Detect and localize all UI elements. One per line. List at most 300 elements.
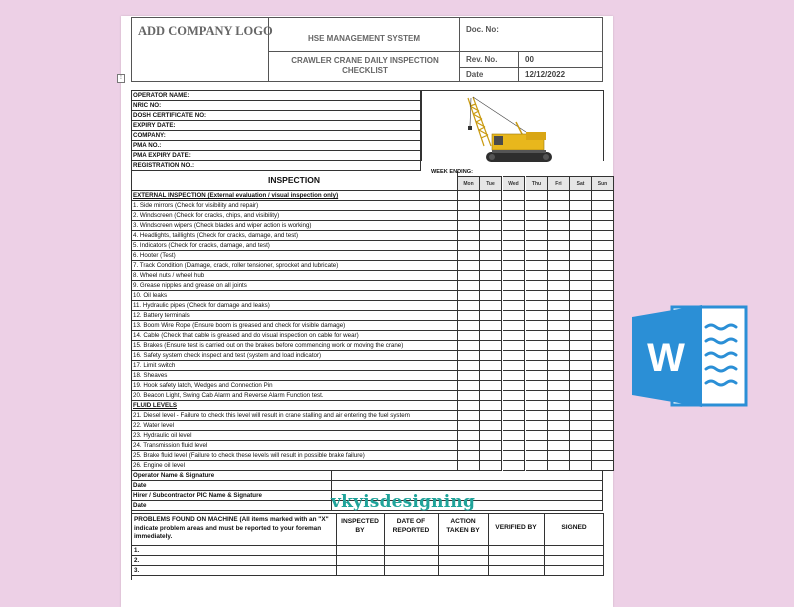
- check-cell[interactable]: [592, 281, 614, 291]
- check-cell[interactable]: [548, 251, 570, 261]
- check-cell[interactable]: [503, 261, 525, 271]
- checklist-item-row: [131, 341, 603, 351]
- watermark: vkyisdesigning: [331, 492, 476, 512]
- check-cell[interactable]: [503, 371, 525, 381]
- check-cell[interactable]: [458, 371, 480, 381]
- operator-field-label: NRIC NO:: [131, 101, 421, 111]
- problems-column-header: SIGNED: [561, 524, 587, 531]
- check-cell[interactable]: [458, 461, 480, 471]
- operator-field-label: COMPANY:: [131, 131, 421, 141]
- check-cell[interactable]: [570, 321, 592, 331]
- check-cell[interactable]: [592, 291, 614, 301]
- checklist-item-text: 11. Hydraulic pipes (Check for damage and leaks): [131, 301, 458, 311]
- check-cell[interactable]: [592, 401, 614, 411]
- check-cell[interactable]: [526, 441, 548, 451]
- check-cell[interactable]: [592, 271, 614, 281]
- check-cell[interactable]: [548, 241, 570, 251]
- operator-field-label: REGISTRATION NO.:: [131, 161, 421, 171]
- check-cell[interactable]: [548, 201, 570, 211]
- day-column-header: Tue: [480, 176, 502, 191]
- check-cell[interactable]: [480, 221, 502, 231]
- checklist-item-row: [131, 361, 603, 371]
- check-cell[interactable]: [480, 331, 502, 341]
- check-cell[interactable]: [592, 301, 614, 311]
- check-cell[interactable]: [592, 461, 614, 471]
- check-cell[interactable]: [458, 391, 480, 401]
- check-cell[interactable]: [526, 391, 548, 401]
- rev-no-value: 00: [525, 55, 534, 64]
- check-cell[interactable]: [548, 431, 570, 441]
- check-cell[interactable]: [526, 331, 548, 341]
- date-label: Date: [466, 70, 484, 79]
- checklist-item-text: 6. Hooter (Test): [131, 251, 458, 261]
- checklist-item-row: [131, 391, 603, 401]
- check-cell[interactable]: [503, 311, 525, 321]
- check-cell[interactable]: [592, 331, 614, 341]
- check-cell[interactable]: [548, 341, 570, 351]
- company-logo-placeholder: ADD COMPANY LOGO: [138, 24, 273, 38]
- problem-row: [131, 566, 603, 576]
- problem-row-number: 3.: [131, 566, 604, 576]
- problems-column-header: INSPECTED BY: [341, 518, 379, 534]
- check-cell[interactable]: [503, 351, 525, 361]
- checklist-item-row: [131, 431, 603, 441]
- check-cell[interactable]: [548, 261, 570, 271]
- checklist-item-row: [131, 311, 603, 321]
- checklist-item-row: [131, 241, 603, 251]
- check-cell[interactable]: [570, 381, 592, 391]
- check-cell[interactable]: [503, 201, 525, 211]
- checklist-item-row: [131, 271, 603, 281]
- check-cell[interactable]: [592, 241, 614, 251]
- check-cell[interactable]: [592, 411, 614, 421]
- operator-field-label: OPERATOR NAME:: [131, 91, 421, 101]
- check-cell[interactable]: [570, 251, 592, 261]
- section-heading: FLUID LEVELS: [131, 401, 458, 411]
- check-cell[interactable]: [503, 221, 525, 231]
- check-cell[interactable]: [458, 201, 480, 211]
- check-cell[interactable]: [548, 451, 570, 461]
- check-cell[interactable]: [503, 431, 525, 441]
- check-cell[interactable]: [548, 421, 570, 431]
- operator-field-label: DOSH CERTIFICATE NO:: [131, 111, 421, 121]
- checklist-item-row: [131, 221, 603, 231]
- checklist-item-text: 24. Transmission fluid level: [131, 441, 458, 451]
- check-cell[interactable]: [480, 401, 502, 411]
- check-cell[interactable]: [548, 281, 570, 291]
- day-column-header: Fri: [548, 176, 570, 191]
- check-cell[interactable]: [570, 271, 592, 281]
- check-cell[interactable]: [592, 441, 614, 451]
- check-cell[interactable]: [458, 311, 480, 321]
- check-cell[interactable]: [592, 191, 614, 201]
- checklist-item-text: 13. Boom Wire Rope (Ensure boom is greased and check for visible damage): [131, 321, 458, 331]
- check-cell[interactable]: [592, 221, 614, 231]
- operator-field-label: PMA NO.:: [131, 141, 421, 151]
- checklist-item-row: [131, 351, 603, 361]
- check-cell[interactable]: [548, 441, 570, 451]
- check-cell[interactable]: [526, 351, 548, 361]
- word-icon: [630, 303, 750, 409]
- checklist-document: [121, 16, 613, 607]
- check-cell[interactable]: [526, 301, 548, 311]
- check-cell[interactable]: [480, 361, 502, 371]
- check-cell[interactable]: [592, 251, 614, 261]
- check-cell[interactable]: [503, 241, 525, 251]
- check-cell[interactable]: [548, 351, 570, 361]
- signoff-row: [131, 481, 603, 491]
- check-cell[interactable]: [548, 371, 570, 381]
- check-cell[interactable]: [548, 381, 570, 391]
- day-column-header: Wed: [503, 176, 525, 191]
- check-cell[interactable]: [480, 321, 502, 331]
- check-cell[interactable]: [592, 321, 614, 331]
- check-cell[interactable]: [526, 241, 548, 251]
- checklist-item-row: [131, 441, 603, 451]
- check-cell[interactable]: [592, 451, 614, 461]
- check-cell[interactable]: [592, 421, 614, 431]
- check-cell[interactable]: [503, 441, 525, 451]
- check-cell[interactable]: [570, 401, 592, 411]
- checklist-item-text: 1. Side mirrors (Check for visibility and repair): [131, 201, 458, 211]
- check-cell[interactable]: [503, 301, 525, 311]
- checklist-item-row: [131, 381, 603, 391]
- operator-field-label: EXPIRY DATE:: [131, 121, 421, 131]
- checklist-item-text: 14. Cable (Check that cable is greased and do visual inspection on cable for wear): [131, 331, 458, 341]
- check-cell[interactable]: [458, 381, 480, 391]
- signoff-label: Hirer / Subcontractor PIC Name & Signature: [131, 491, 603, 501]
- table-move-handle[interactable]: ⁝: [117, 74, 125, 83]
- check-cell[interactable]: [503, 461, 525, 471]
- check-cell[interactable]: [526, 221, 548, 231]
- check-cell[interactable]: [526, 211, 548, 221]
- check-cell[interactable]: [503, 251, 525, 261]
- check-cell[interactable]: [480, 351, 502, 361]
- check-cell[interactable]: [592, 261, 614, 271]
- check-cell[interactable]: [526, 201, 548, 211]
- check-cell[interactable]: [458, 291, 480, 301]
- check-cell[interactable]: [570, 351, 592, 361]
- check-cell[interactable]: [548, 221, 570, 231]
- check-cell[interactable]: [480, 201, 502, 211]
- check-cell[interactable]: [458, 281, 480, 291]
- checklist-item-row: [131, 421, 603, 431]
- check-cell[interactable]: [570, 241, 592, 251]
- checklist-item-row: [131, 321, 603, 331]
- check-cell[interactable]: [480, 251, 502, 261]
- problem-row: [131, 556, 603, 566]
- check-cell[interactable]: [570, 391, 592, 401]
- check-cell[interactable]: [570, 421, 592, 431]
- check-cell[interactable]: [548, 211, 570, 221]
- checklist-item-text: 10. Oil leaks: [131, 291, 458, 301]
- check-cell[interactable]: [480, 371, 502, 381]
- check-cell[interactable]: [503, 401, 525, 411]
- check-cell[interactable]: [592, 371, 614, 381]
- check-cell[interactable]: [480, 231, 502, 241]
- check-cell[interactable]: [480, 311, 502, 321]
- section-row: [131, 191, 603, 201]
- check-cell[interactable]: [526, 321, 548, 331]
- check-cell[interactable]: [592, 351, 614, 361]
- check-cell[interactable]: [592, 231, 614, 241]
- check-cell[interactable]: [570, 281, 592, 291]
- check-cell[interactable]: [548, 361, 570, 371]
- check-cell[interactable]: [458, 421, 480, 431]
- check-cell[interactable]: [592, 361, 614, 371]
- check-cell[interactable]: [480, 241, 502, 251]
- check-cell[interactable]: [458, 211, 480, 221]
- day-column-header: Mon: [458, 176, 480, 191]
- checklist-item-text: 15. Brakes (Ensure test is carried out on the brakes before commencing work or moving the crane): [131, 341, 458, 351]
- checklist-item-text: 26. Engine oil level: [131, 461, 458, 471]
- check-cell[interactable]: [480, 411, 502, 421]
- check-cell[interactable]: [570, 361, 592, 371]
- checklist-item-text: 21. Diesel level - Failure to check this level will result in crane stalling and air entering the fuel system: [131, 411, 458, 421]
- checklist-item-text: 22. Water level: [131, 421, 458, 431]
- check-cell[interactable]: [480, 301, 502, 311]
- check-cell[interactable]: [458, 351, 480, 361]
- check-cell[interactable]: [503, 381, 525, 391]
- checklist-item-row: [131, 251, 603, 261]
- checklist-item-text: 12. Battery terminals: [131, 311, 458, 321]
- signoff-label: Operator Name & Signature: [131, 471, 603, 481]
- check-cell[interactable]: [458, 191, 480, 201]
- checklist-item-text: 7. Track Condition (Damage, crack, roller tensioner, sprocket and lubricate): [131, 261, 458, 271]
- check-cell[interactable]: [526, 281, 548, 291]
- check-cell[interactable]: [570, 231, 592, 241]
- check-cell[interactable]: [480, 391, 502, 401]
- checklist-item-row: [131, 301, 603, 311]
- check-cell[interactable]: [570, 461, 592, 471]
- check-cell[interactable]: [526, 371, 548, 381]
- check-cell[interactable]: [570, 201, 592, 211]
- check-cell[interactable]: [526, 311, 548, 321]
- checklist-item-row: [131, 291, 603, 301]
- day-column-header: Sat: [570, 176, 592, 191]
- checklist-item-text: 8. Wheel nuts / wheel hub: [131, 271, 458, 281]
- check-cell[interactable]: [570, 431, 592, 441]
- check-cell[interactable]: [503, 391, 525, 401]
- signoff-label: Date: [131, 501, 603, 511]
- check-cell[interactable]: [458, 321, 480, 331]
- week-ending-label: WEEK ENDING:: [431, 169, 473, 175]
- check-cell[interactable]: [570, 371, 592, 381]
- check-cell[interactable]: [526, 361, 548, 371]
- problems-column-header: DATE OF REPORTED: [392, 518, 430, 534]
- check-cell[interactable]: [592, 341, 614, 351]
- checklist-item-text: 25. Brake fluid level (Failure to check these levels will result in possible brake failure): [131, 451, 458, 461]
- checklist-item-text: 3. Windscreen wipers (Check blades and wiper action is working): [131, 221, 458, 231]
- checklist-item-row: [131, 281, 603, 291]
- check-cell[interactable]: [526, 191, 548, 201]
- check-cell[interactable]: [592, 201, 614, 211]
- check-cell[interactable]: [503, 331, 525, 341]
- check-cell[interactable]: [480, 451, 502, 461]
- check-cell[interactable]: [503, 451, 525, 461]
- check-cell[interactable]: [526, 431, 548, 441]
- check-cell[interactable]: [480, 211, 502, 221]
- system-title: HSE MANAGEMENT SYSTEM: [307, 34, 420, 43]
- check-cell[interactable]: [503, 341, 525, 351]
- check-cell[interactable]: [548, 291, 570, 301]
- check-cell[interactable]: [503, 271, 525, 281]
- check-cell[interactable]: [570, 221, 592, 231]
- check-cell[interactable]: [548, 331, 570, 341]
- document-title: CRAWLER CRANE DAILY INSPECTION CHECKLIST: [291, 56, 439, 75]
- date-value: 12/12/2022: [525, 70, 566, 79]
- checklist-item-row: [131, 371, 603, 381]
- check-cell[interactable]: [526, 421, 548, 431]
- day-column-header: Thu: [526, 176, 548, 191]
- check-cell[interactable]: [458, 401, 480, 411]
- check-cell[interactable]: [526, 451, 548, 461]
- check-cell[interactable]: [526, 341, 548, 351]
- problem-row-number: 2.: [131, 556, 604, 566]
- problems-column-header: VERIFIED BY: [495, 524, 537, 531]
- check-cell[interactable]: [503, 321, 525, 331]
- check-cell[interactable]: [458, 301, 480, 311]
- inspection-heading: INSPECTION: [131, 171, 458, 191]
- check-cell[interactable]: [548, 391, 570, 401]
- crane-image: [454, 92, 569, 170]
- check-cell[interactable]: [480, 281, 502, 291]
- check-cell[interactable]: [458, 261, 480, 271]
- check-cell[interactable]: [503, 361, 525, 371]
- svg-text:W: W: [647, 336, 685, 380]
- check-cell[interactable]: [503, 421, 525, 431]
- check-cell[interactable]: [570, 451, 592, 461]
- section-row: [131, 401, 603, 411]
- check-cell[interactable]: [592, 211, 614, 221]
- check-cell[interactable]: [480, 441, 502, 451]
- check-cell[interactable]: [480, 341, 502, 351]
- check-cell[interactable]: [526, 461, 548, 471]
- check-cell[interactable]: [458, 331, 480, 341]
- check-cell[interactable]: [458, 451, 480, 461]
- check-cell[interactable]: [526, 261, 548, 271]
- problem-row-number: 1.: [131, 546, 604, 556]
- operator-field-label: PMA EXPIRY DATE:: [131, 151, 421, 161]
- check-cell[interactable]: [503, 211, 525, 221]
- check-cell[interactable]: [458, 251, 480, 261]
- checklist-item-text: 23. Hydraulic oil level: [131, 431, 458, 441]
- check-cell[interactable]: [570, 191, 592, 201]
- check-cell[interactable]: [480, 191, 502, 201]
- checklist-item-text: 17. Limit switch: [131, 361, 458, 371]
- check-cell[interactable]: [526, 411, 548, 421]
- check-cell[interactable]: [526, 251, 548, 261]
- check-cell[interactable]: [526, 291, 548, 301]
- check-cell[interactable]: [458, 411, 480, 421]
- check-cell[interactable]: [548, 321, 570, 331]
- check-cell[interactable]: [526, 401, 548, 411]
- checklist-item-text: 5. Indicators (Check for cracks, damage, and test): [131, 241, 458, 251]
- check-cell[interactable]: [480, 431, 502, 441]
- check-cell[interactable]: [592, 431, 614, 441]
- check-cell[interactable]: [548, 231, 570, 241]
- check-cell[interactable]: [480, 461, 502, 471]
- doc-no-label: Doc. No:: [466, 25, 499, 34]
- checklist-item-row: [131, 461, 603, 471]
- check-cell[interactable]: [458, 361, 480, 371]
- checklist-item-text: 20. Beacon Light, Swing Cab Alarm and Reverse Alarm Function test.: [131, 391, 458, 401]
- signoff-row: [131, 471, 603, 481]
- checklist-item-row: [131, 451, 603, 461]
- section-heading: EXTERNAL INSPECTION (External evaluation / visual inspection only): [131, 191, 458, 201]
- check-cell[interactable]: [570, 441, 592, 451]
- checklist-item-row: [131, 231, 603, 241]
- checklist-item-text: 19. Hook safety latch, Wedges and Connection Pin: [131, 381, 458, 391]
- checklist-item-row: [131, 331, 603, 341]
- check-cell[interactable]: [480, 261, 502, 271]
- check-cell[interactable]: [570, 211, 592, 221]
- check-cell[interactable]: [592, 391, 614, 401]
- check-cell[interactable]: [570, 311, 592, 321]
- check-cell[interactable]: [570, 331, 592, 341]
- check-cell[interactable]: [458, 221, 480, 231]
- check-cell[interactable]: [503, 411, 525, 421]
- check-cell[interactable]: [570, 261, 592, 271]
- check-cell[interactable]: [548, 401, 570, 411]
- check-cell[interactable]: [592, 311, 614, 321]
- checklist-item-text: 16. Safety system check inspect and test (system and load indicator): [131, 351, 458, 361]
- check-cell[interactable]: [458, 341, 480, 351]
- problems-heading: PROBLEMS FOUND ON MACHINE (All items marked with an "X" indicate problem areas and must be reported to your foreman immediately.: [134, 516, 329, 540]
- check-cell[interactable]: [570, 301, 592, 311]
- check-cell[interactable]: [480, 271, 502, 281]
- check-cell[interactable]: [548, 301, 570, 311]
- check-cell[interactable]: [570, 291, 592, 301]
- check-cell[interactable]: [503, 291, 525, 301]
- check-cell[interactable]: [548, 271, 570, 281]
- check-cell[interactable]: [548, 191, 570, 201]
- checklist-item-row: [131, 201, 603, 211]
- check-cell[interactable]: [458, 441, 480, 451]
- check-cell[interactable]: [570, 341, 592, 351]
- check-cell[interactable]: [503, 281, 525, 291]
- check-cell[interactable]: [458, 431, 480, 441]
- check-cell[interactable]: [480, 291, 502, 301]
- check-cell[interactable]: [480, 381, 502, 391]
- check-cell[interactable]: [503, 191, 525, 201]
- problems-column-header: ACTION TAKEN BY: [446, 518, 480, 534]
- checklist-item-text: 9. Grease nipples and grease on all joints: [131, 281, 458, 291]
- checklist-item-row: [131, 261, 603, 271]
- check-cell[interactable]: [548, 461, 570, 471]
- check-cell[interactable]: [458, 231, 480, 241]
- check-cell[interactable]: [526, 381, 548, 391]
- check-cell[interactable]: [570, 411, 592, 421]
- checklist-item-row: [131, 411, 603, 421]
- day-column-header: Sun: [592, 176, 614, 191]
- check-cell[interactable]: [503, 231, 525, 241]
- checklist-item-text: 4. Headlights, taillights (Check for cracks, damage, and test): [131, 231, 458, 241]
- check-cell[interactable]: [592, 381, 614, 391]
- check-cell[interactable]: [480, 421, 502, 431]
- signoff-label: Date: [131, 481, 603, 491]
- checklist-item-row: [131, 211, 603, 221]
- check-cell[interactable]: [548, 411, 570, 421]
- checklist-item-text: 18. Sheaves: [131, 371, 458, 381]
- check-cell[interactable]: [526, 271, 548, 281]
- checklist-item-text: 2. Windscreen (Check for cracks, chips, and visibility): [131, 211, 458, 221]
- check-cell[interactable]: [548, 311, 570, 321]
- problem-row: [131, 546, 603, 556]
- check-cell[interactable]: [458, 271, 480, 281]
- check-cell[interactable]: [458, 241, 480, 251]
- check-cell[interactable]: [526, 231, 548, 241]
